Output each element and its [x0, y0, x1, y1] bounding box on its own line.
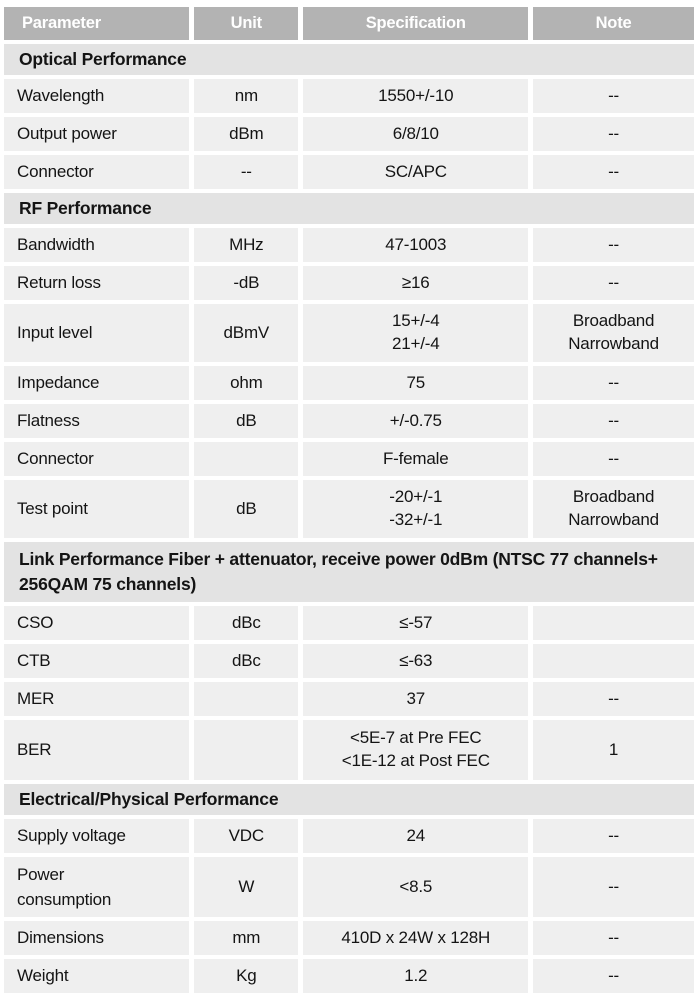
table-row: [4, 480, 694, 538]
note-cell: --: [533, 155, 694, 189]
table-header-row: [4, 7, 694, 40]
unit-cell: dBmV: [194, 304, 298, 362]
param-cell: Flatness: [4, 404, 189, 438]
spec-cell: 24: [303, 819, 528, 853]
spec-table: [0, 3, 699, 997]
note-cell: --: [533, 959, 694, 993]
spec-cell: F-female: [303, 442, 528, 476]
note-cell: --: [533, 921, 694, 955]
unit-cell: dBc: [194, 606, 298, 640]
note-cell: [533, 304, 694, 362]
section-row-link: [4, 542, 694, 602]
spec-cell: 37: [303, 682, 528, 716]
unit-cell: ohm: [194, 366, 298, 400]
column-header-parameter: Parameter: [4, 7, 189, 40]
spec-cell: 1550+/-10: [303, 79, 528, 113]
note-cell: --: [533, 266, 694, 300]
note-line-1: Broadband: [572, 311, 655, 331]
param-cell: CSO: [4, 606, 189, 640]
param-cell: Supply voltage: [4, 819, 189, 853]
spec-line-1: 15+/-4: [392, 311, 440, 331]
table-row: [4, 117, 694, 151]
spec-cell: 1.2: [303, 959, 528, 993]
spec-cell: 6/8/10: [303, 117, 528, 151]
param-cell: BER: [4, 720, 189, 780]
column-header-specification: Specification: [303, 7, 528, 40]
note-cell: --: [533, 228, 694, 262]
spec-cell: SC/APC: [303, 155, 528, 189]
unit-cell: dB: [194, 480, 298, 538]
param-cell: Connector: [4, 442, 189, 476]
note-cell: --: [533, 819, 694, 853]
param-cell: Wavelength: [4, 79, 189, 113]
spec-line-2: <1E-12 at Post FEC: [341, 751, 490, 770]
param-cell: Impedance: [4, 366, 189, 400]
spec-cell: +/-0.75: [303, 404, 528, 438]
spec-cell: 75: [303, 366, 528, 400]
spec-line-2: -32+/-1: [389, 510, 443, 529]
unit-cell: -dB: [194, 266, 298, 300]
note-line-2: Narrowband: [568, 334, 659, 353]
param-cell: Connector: [4, 155, 189, 189]
spec-cell: ≥16: [303, 266, 528, 300]
spec-line-1: <5E-7 at Pre FEC: [350, 728, 482, 748]
table-row: [4, 404, 694, 438]
note-cell: --: [533, 117, 694, 151]
spec-cell: [303, 304, 528, 362]
table-row: [4, 266, 694, 300]
param-label: Power consumption: [17, 864, 112, 909]
table-row: [4, 442, 694, 476]
spec-line-1: -20+/-1: [389, 487, 443, 507]
param-cell: Return loss: [4, 266, 189, 300]
unit-cell: MHz: [194, 228, 298, 262]
param-cell: Output power: [4, 117, 189, 151]
spec-cell: <8.5: [303, 857, 528, 917]
unit-cell: dBc: [194, 644, 298, 678]
column-header-unit: Unit: [194, 7, 298, 40]
section-title: RF Performance: [4, 193, 694, 224]
table-row: [4, 366, 694, 400]
note-cell: --: [533, 442, 694, 476]
table-row: [4, 79, 694, 113]
table-row: [4, 644, 694, 678]
unit-cell: [194, 682, 298, 716]
param-cell: Dimensions: [4, 921, 189, 955]
param-cell: [4, 857, 189, 917]
table-row: [4, 857, 694, 917]
param-cell: CTB: [4, 644, 189, 678]
table-row: [4, 228, 694, 262]
note-cell: [533, 644, 694, 678]
note-cell: 1: [533, 720, 694, 780]
unit-cell: dBm: [194, 117, 298, 151]
table-row: [4, 720, 694, 780]
table-row: [4, 304, 694, 362]
spec-cell: [303, 720, 528, 780]
column-header-note: Note: [533, 7, 694, 40]
param-cell: Input level: [4, 304, 189, 362]
note-cell: --: [533, 404, 694, 438]
table-row: [4, 682, 694, 716]
unit-cell: --: [194, 155, 298, 189]
unit-cell: Kg: [194, 959, 298, 993]
param-cell: Weight: [4, 959, 189, 993]
unit-cell: dB: [194, 404, 298, 438]
table-row: [4, 959, 694, 993]
section-row-rf: [4, 193, 694, 224]
note-cell: [533, 606, 694, 640]
unit-cell: [194, 720, 298, 780]
note-cell: --: [533, 366, 694, 400]
table-row: [4, 155, 694, 189]
note-cell: [533, 480, 694, 538]
page: [0, 3, 700, 995]
section-row-optical: [4, 44, 694, 75]
section-title: Optical Performance: [4, 44, 694, 75]
section-row-electrical: [4, 784, 694, 815]
spec-cell: [303, 480, 528, 538]
table-row: [4, 921, 694, 955]
section-title: Electrical/Physical Performance: [4, 784, 694, 815]
param-cell: Bandwidth: [4, 228, 189, 262]
note-line-1: Broadband: [572, 487, 655, 507]
table-row: [4, 606, 694, 640]
note-cell: --: [533, 857, 694, 917]
spec-cell: 47-1003: [303, 228, 528, 262]
unit-cell: mm: [194, 921, 298, 955]
note-line-2: Narrowband: [568, 510, 659, 529]
spec-cell: ≤-57: [303, 606, 528, 640]
spec-line-2: 21+/-4: [392, 334, 440, 353]
param-cell: MER: [4, 682, 189, 716]
unit-cell: W: [194, 857, 298, 917]
param-cell: Test point: [4, 480, 189, 538]
section-title: Link Performance Fiber + attenuator, receive power 0dBm (NTSC 77 channels+ 256QAM 75 channels): [4, 542, 694, 602]
spec-cell: 410D x 24W x 128H: [303, 921, 528, 955]
note-cell: --: [533, 682, 694, 716]
unit-cell: VDC: [194, 819, 298, 853]
unit-cell: nm: [194, 79, 298, 113]
table-row: [4, 819, 694, 853]
note-cell: --: [533, 79, 694, 113]
spec-cell: ≤-63: [303, 644, 528, 678]
unit-cell: [194, 442, 298, 476]
